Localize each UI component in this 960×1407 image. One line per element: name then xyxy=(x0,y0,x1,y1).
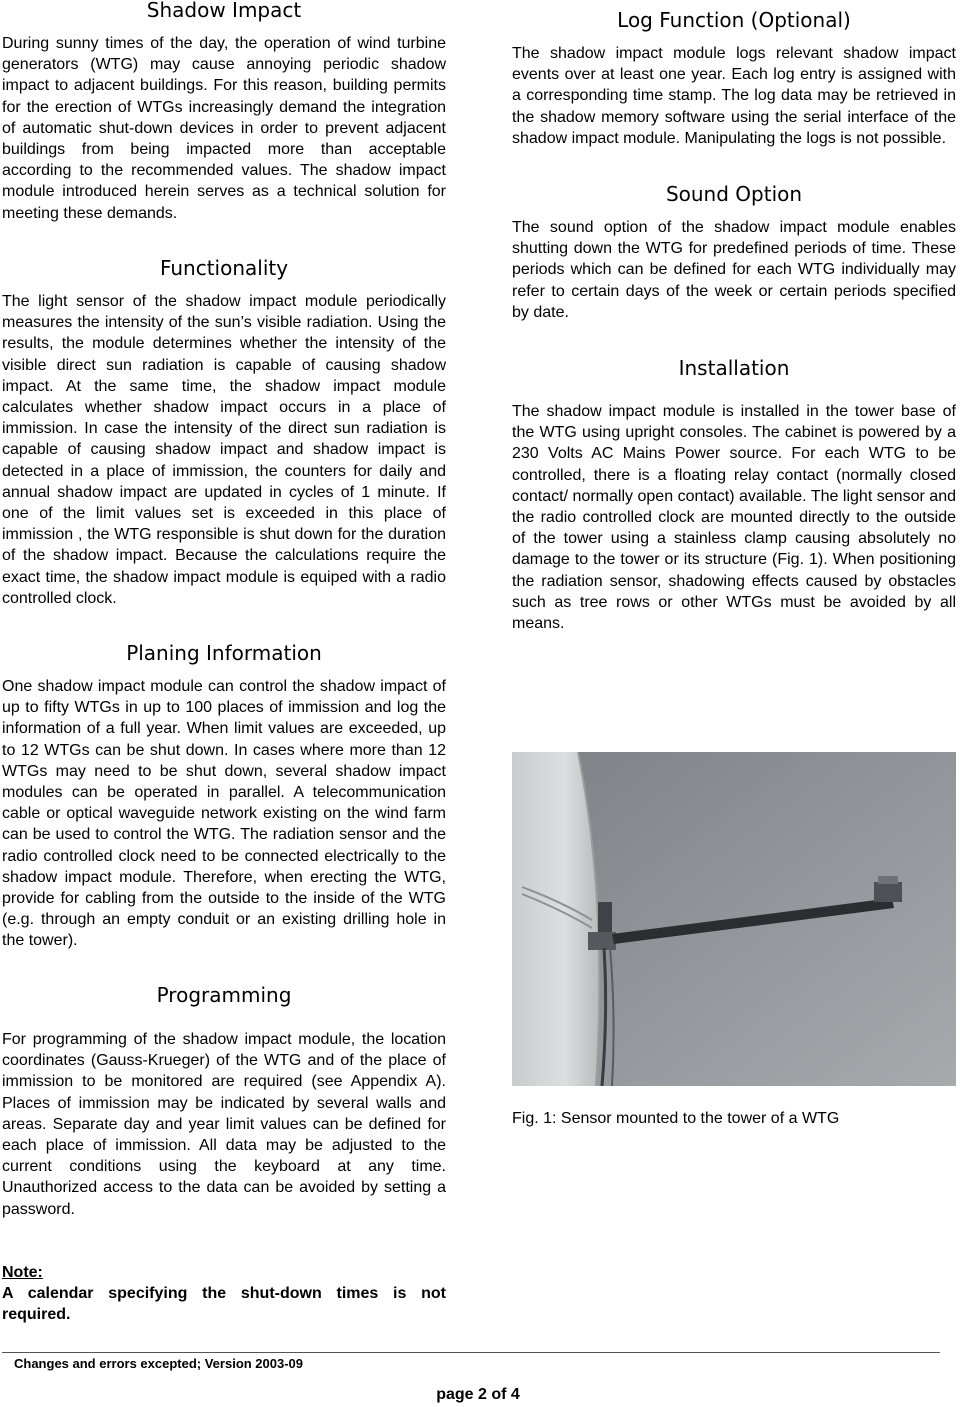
functionality-paragraph: The light sensor of the shadow impact module periodically measures the intensity of the sun’s visible radiation. Using the results, the module determines whether the intensity of the visible direct sun radiation is capable of causing shadow impact. At the same time, the shadow impact module calculates whether shadow impact occurs in a place of immission. In case the intensity of the direct sun radiation is capable of causing shadow impact and shadow impact is detected in a place of immission, the counters for daily and annual shadow impact are updated in cycles of 1 minute. If one of the limit values set is exceeded in this place of immission , the WTG responsible is shut down for the duration of the shadow impact. Because the calculations require the exact time, the shadow impact module is equiped with a radio controlled clock. xyxy=(2,293,446,607)
heading-programming: Programming xyxy=(156,983,292,1007)
footer-version: Changes and errors excepted; Version 2003-09 xyxy=(14,1356,304,1371)
sensor-photo xyxy=(512,752,956,1086)
sound-paragraph: The sound option of the shadow impact module enables shutting down the WTG for predefined periods of time. These periods which can be defined for each WTG individually may refer to certain days of the week or certain periods specified by date. xyxy=(512,219,956,321)
programming-paragraph: For programming of the shadow impact module, the location coordinates (Gauss-Krueger) of the WTG and of the place of immission to be monitored are required (see Appendix A). Places of immission may be indicated by several walls and areas. Separate day and year limit values can be defined for each place of immission. All data may be adjusted to the current conditions using the keyboard at any time. Unauthorized access to the data can be avoided by setting a password. xyxy=(2,1031,446,1218)
sensor-photo-drawing xyxy=(512,752,956,1086)
heading-sound-option: Sound Option xyxy=(665,182,803,206)
footer-divider xyxy=(2,1352,940,1353)
heading-functionality: Functionality xyxy=(159,256,289,280)
figure-caption: Fig. 1: Sensor mounted to the tower of a WTG xyxy=(512,1110,840,1127)
heading-installation: Installation xyxy=(678,356,790,380)
page-number: page 2 of 4 xyxy=(436,1386,520,1403)
installation-paragraph: The shadow impact module is installed in the tower base of the WTG using upright consoles. The cabinet is powered by a 230 Volts AC Mains Power source. For each WTG to be controlled, there is a floating relay contact (normally closed contact/ normally open contact) available. The light sensor and the radio controlled clock are mounted directly to the outside of the tower using a stainless clamp causing absolutely no damage to the tower or its structure (Fig. 1). When positioning the radiation sensor, shadowing effects caused by obstacles such as tree rows or other WTGs must be avoided by all means. xyxy=(512,403,956,633)
heading-log-function: Log Function (Optional) xyxy=(617,8,851,32)
note-text: A calendar specifying the shut-down times is not required. xyxy=(2,1285,446,1323)
note-label: Note: xyxy=(2,1264,43,1281)
heading-planing-information: Planing Information xyxy=(126,641,322,665)
heading-shadow-impact: Shadow Impact xyxy=(146,0,302,22)
planing-paragraph: One shadow impact module can control the shadow impact of up to fifty WTGs in up to 100 places of immission and log the information of a full year. When limit values are exceeded, up to 12 WTGs can be shut down. In cases where more than 12 WTGs may need to be shut down, several shadow impact modules can be operated in parallel. A telecommunication cable or optical waveguide network existing on the wind farm can be used to control the WTG. The radiation sensor and the radio controlled clock need to be connected electrically to the shadow impact module. Therefore, when erecting the WTG, provide for cabling from the outside to the inside of the WTG (e.g. through an empty conduit or an existing drilling hole in the tower). xyxy=(2,678,446,950)
shadow-impact-paragraph: During sunny times of the day, the operation of wind turbine generators (WTG) may cause annoying periodic shadow impact to adjacent buildings. For this reason, building permits for the erection of WTGs increasingly demand the integration of automatic shut-down devices in order to prevent adjacent buildings from being impacted more than acceptable according to the recommended values. The shadow impact module introduced herein serves as a technical solution for meeting these demands. xyxy=(2,35,446,222)
log-paragraph: The shadow impact module logs relevant shadow impact events over at least one year. Each log entry is assigned with a corresponding time stamp. The log data may be retrieved in the shadow memory software using the serial interface of the shadow impact module. Manipulating the logs is not possible. xyxy=(512,45,956,147)
